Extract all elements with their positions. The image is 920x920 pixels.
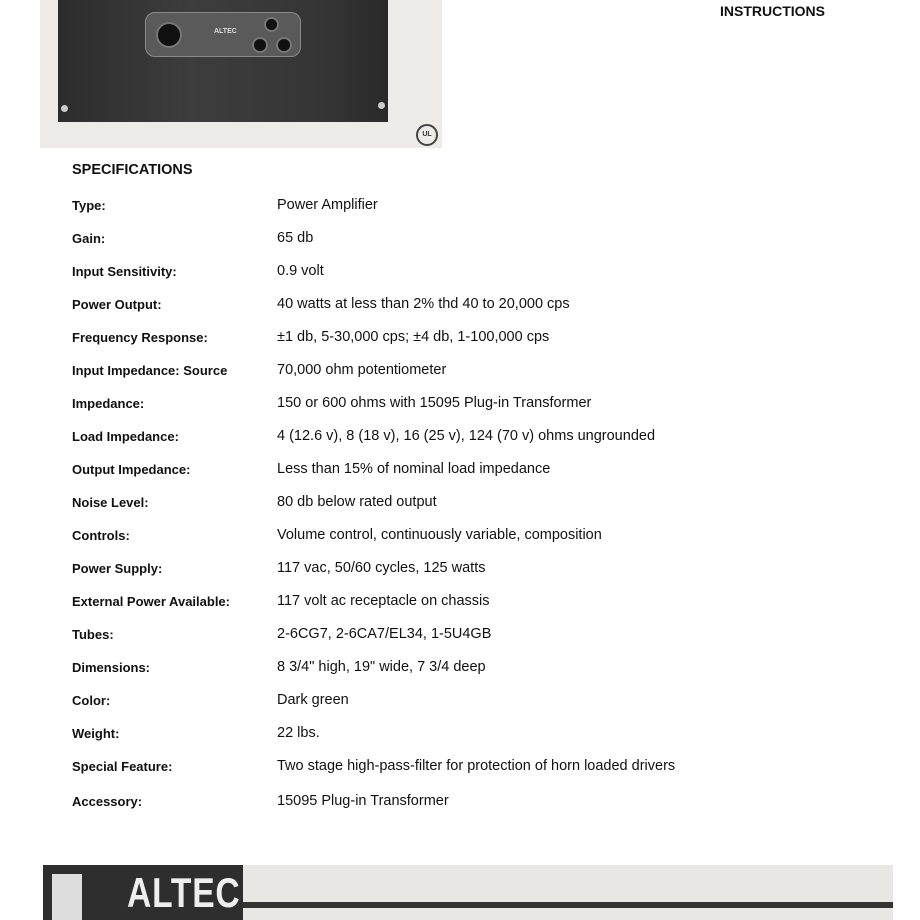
spec-row [0,626,920,646]
spec-label: Dimensions: [72,660,151,675]
spec-row [0,461,920,481]
spec-label: Input Impedance: Source [72,363,228,378]
spec-row [0,428,920,448]
spec-value: 15095 Plug-in Transformer [277,793,449,809]
spec-row [0,395,920,415]
spec-label: Output Impedance: [72,462,191,477]
volume-knob-icon [156,22,182,48]
spec-label: Input Sensitivity: [72,264,177,279]
spec-row [0,494,920,514]
spec-row [0,329,920,349]
control-plate [145,12,301,57]
spec-label: Accessory: [72,794,143,809]
spec-label: Color: [72,693,111,708]
spec-value: 150 or 600 ohms with 15095 Plug-in Transformer [277,395,592,411]
pilot-lamp-icon [264,17,279,32]
spec-label: Gain: [72,231,106,246]
spec-row [0,692,920,712]
spec-label: Controls: [72,528,130,543]
spec-value: 0.9 volt [277,263,324,279]
spec-value: 22 lbs. [277,725,320,741]
spec-row [0,793,920,813]
spec-value: 117 vac, 50/60 cycles, 125 watts [277,560,486,576]
spec-label: Special Feature: [72,759,173,774]
spec-label: Weight: [72,726,120,741]
spec-value: 4 (12.6 v), 8 (18 v), 16 (25 v), 124 (70 v) ohms ungrounded [277,428,656,444]
panel-brand: ALTEC [214,28,237,35]
screw-icon [378,102,385,109]
spec-row [0,296,920,316]
spec-value: 70,000 ohm potentiometer [277,362,447,378]
spec-label: Frequency Response: [72,330,208,345]
footer-banner [43,865,893,920]
spec-label: Power Supply: [72,561,163,576]
spec-label: Load Impedance: [72,429,179,444]
spec-value: 40 watts at less than 2% thd 40 to 20,000 cps [277,296,570,312]
spec-value: 80 db below rated output [277,494,437,510]
logo-text: ALTEC [127,869,241,916]
ul-listed-mark: UL [416,124,438,146]
spec-value: ±1 db, 5-30,000 cps; ±4 db, 1-100,000 cps [277,329,550,345]
spec-row [0,263,920,283]
figure-logo-icon [52,874,82,920]
altec-logo [43,865,243,920]
spec-row [0,659,920,679]
amplifier-photo [40,0,442,148]
spec-row [0,560,920,580]
spec-row [0,362,920,382]
spec-label: Impedance: [72,396,145,411]
spec-row [0,725,920,745]
spec-label: Noise Level: [72,495,149,510]
spec-row [0,593,920,613]
specifications-title: SPECIFICATIONS [72,162,193,178]
spec-label: Type: [72,198,106,213]
spec-value: 65 db [277,230,314,246]
spec-row [0,230,920,250]
spec-value: Power Amplifier [277,197,378,213]
spec-value: 117 volt ac receptacle on chassis [277,593,490,609]
spec-label: Power Output: [72,297,162,312]
instructions-heading: INSTRUCTIONS [720,3,825,19]
spec-row [0,758,920,778]
spec-row [0,527,920,547]
spec-value: Volume control, continuously variable, composition [277,527,602,543]
screw-icon [61,105,68,112]
spec-value: Two stage high-pass-filter for protection of horn loaded drivers [277,758,676,774]
fuse-icon [276,37,292,53]
footer-rule [243,902,893,908]
spec-value: Dark green [277,692,349,708]
spec-value: 2-6CG7, 2-6CA7/EL34, 1-5U4GB [277,626,492,642]
spec-row [0,197,920,217]
spec-label: External Power Available: [72,594,230,609]
spec-value: Less than 15% of nominal load impedance [277,461,551,477]
spec-label: Tubes: [72,627,114,642]
spec-value: 8 3/4" high, 19" wide, 7 3/4 deep [277,659,486,675]
amplifier-front-panel [58,0,388,122]
switch-icon [252,37,268,53]
